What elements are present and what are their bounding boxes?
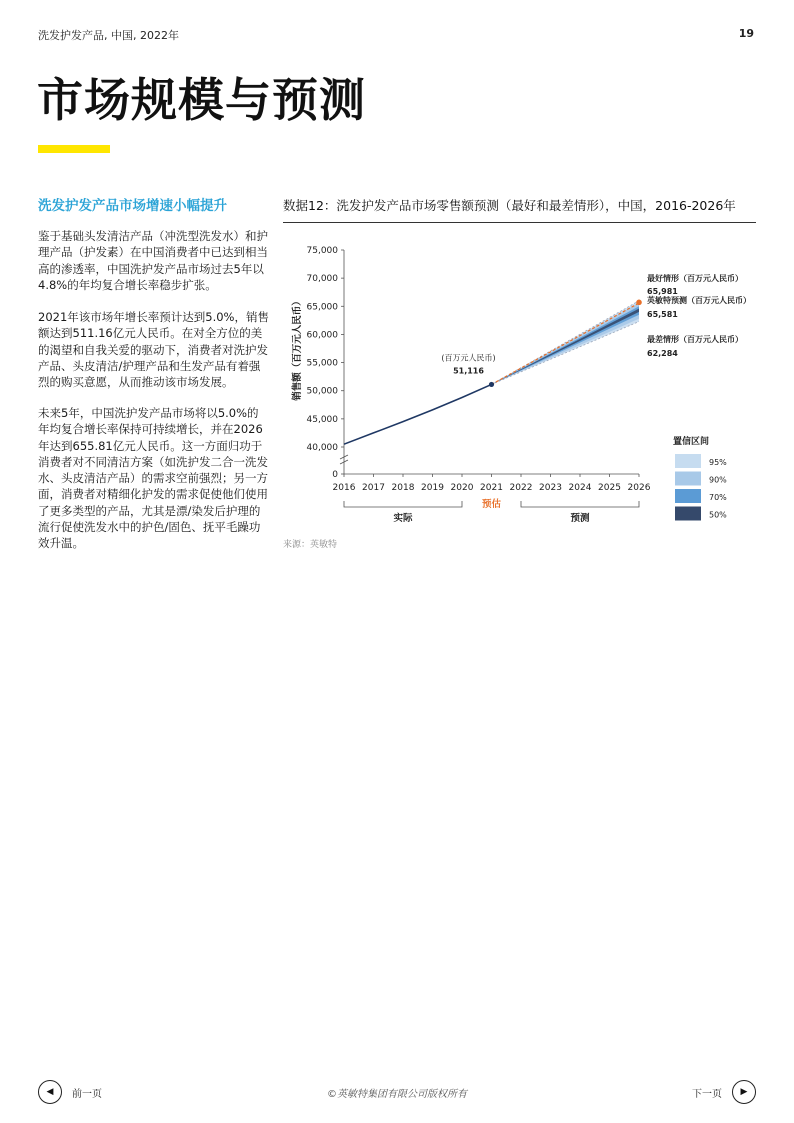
forecast-bracket [521,501,639,507]
x-tick-label: 2018 [391,483,415,493]
point-2021 [489,382,494,387]
point-2026 [636,300,642,306]
paragraph-3: 未来5年，中国洗护发产品市场将以5.0%的年均复合增长率保持可持续增长，并在2026年达到655.81亿元人民币。这一方面归功于消费者对不同清洁方案（如洗护发二合一洗发水、头皮清洁产品）的需求空前强烈；另一方面，消费者对精细化护发的需求促使他们使用了更多类型的产品，尤其是漂/染发后护理的流行促使洗发水中的护色/固色、抚平毛躁功效升温。 [38,406,268,551]
y-tick-label: 0 [332,470,338,480]
y-tick-label: 50,000 [306,386,338,397]
actual-bracket [344,501,462,507]
annotation-forecast-value: 65,581 [647,310,678,319]
legend-label-90: 90% [709,475,727,485]
legend-label-50: 50% [709,510,727,520]
x-tick-label: 2026 [627,483,651,493]
y-axis-label: 销售额（百万元人民币） [292,296,303,401]
page-title: 市场规模与预测 [37,73,366,127]
y-tick-label: 70,000 [306,274,338,285]
legend-title: 置信区间 [673,437,710,447]
prev-page-label: 前一页 [72,1088,102,1100]
worst-case-line [492,322,640,385]
period-label-forecast: 预测 [570,513,590,524]
section-heading: 洗发护发产品市场增速小幅提升 [38,198,227,214]
header-report-title: 洗发护发产品, 中国, 2022年 [38,29,179,42]
legend-label-70: 70% [709,493,727,502]
figure-divider [283,222,756,223]
y-tick-label: 60,000 [306,330,338,341]
y-tick-label: 65,000 [306,302,338,313]
period-label-estimate: 预估 [481,499,502,510]
copyright: ©英敏特集团有限公司版权所有 [327,1089,467,1100]
x-tick-label: 2022 [509,483,533,493]
x-tick-label: 2021 [480,483,503,493]
annotation-forecast-label: 英敏特预测（百万元人民币） [647,296,751,305]
title-accent-bar [38,145,110,153]
y-tick-label: 75,000 [306,246,338,256]
legend-swatch-95 [675,454,701,468]
legend-label-95: 95% [709,458,727,467]
paragraph-2: 2021年该市场年增长率预计达到5.0%，销售额达到511.16亿元人民币。在对全方位的美的渴望和自我关爱的驱动下，消费者对洗护发产品、头皮清洁/护理产品和生发产品有着强烈的购买意愿，从而推动该市场发展。 [38,310,269,390]
y-tick-label: 45,000 [306,414,338,425]
annotation-worst-label: 最差情形（百万元人民币） [647,335,743,344]
annotation-best-value: 65,981 [647,287,678,296]
forecast-chart [283,235,756,530]
period-label-actual: 实际 [393,513,413,524]
x-tick-label: 2023 [539,483,562,493]
x-tick-label: 2025 [598,483,621,493]
legend-swatch-50 [675,507,701,521]
annotation-best-label: 最好情形（百万元人民币） [647,274,743,283]
arrow-right-icon: ▶ [732,1080,756,1104]
legend-swatch-70 [675,489,701,503]
x-tick-label: 2017 [362,483,385,493]
arrow-left-icon: ◀ [38,1080,62,1104]
page-number: 19 [738,27,754,40]
figure-source: 来源：英敏特 [283,540,338,550]
x-tick-label: 2020 [450,483,474,493]
actual-sales-line [344,384,492,444]
paragraph-1: 鉴于基础头发清洁产品（冲洗型洗发水）和护理产品（护发素）在中国消费者中已达到相当高的渗透率，中国洗护发产品市场过去5年以4.8%的年均复合增长率稳步扩张。 [38,229,268,292]
legend-swatch-90 [675,472,701,486]
y-tick-label: 55,000 [306,358,338,369]
next-page-label: 下一页 [692,1088,722,1100]
annotation-worst-value: 62,284 [647,349,678,358]
annotation-2021-label: (百万元人民币) [441,353,496,363]
x-tick-label: 2019 [421,483,444,493]
annotation-2021-value: 51,116 [453,366,484,376]
x-tick-label: 2016 [332,483,356,493]
y-tick-label: 40,000 [306,443,338,453]
next-page-button[interactable] [692,1080,756,1104]
x-tick-label: 2024 [568,483,592,493]
figure-title: 数据12：洗发护发产品市场零售额预测（最好和最差情形），中国，2016-2026年 [283,198,736,213]
